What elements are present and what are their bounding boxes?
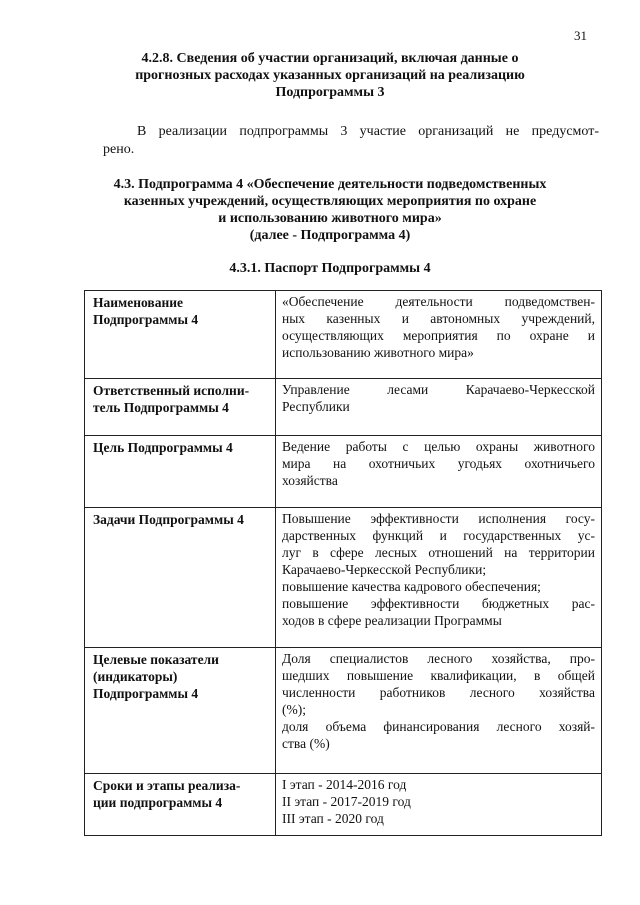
row-value — [276, 436, 602, 508]
paragraph-line: В реализации подпрограммы 3 участие организаций не предусмот- — [137, 124, 599, 139]
value-line: II этап - 2017-2019 год — [282, 794, 411, 809]
row-value — [276, 508, 602, 648]
label-line: ции подпрограммы 4 — [93, 795, 223, 810]
section-428-title — [60, 50, 600, 101]
value-line: доля объема финансирования лесного хозяй- — [282, 719, 595, 734]
value-line: Доля специалистов лесного хозяйства, про- — [282, 651, 595, 666]
section-43-title-line: 4.3. Подпрограмма 4 «Обеспечение деятельности подведомственных — [113, 177, 547, 192]
value-line: осуществляющих мероприятия по охране и — [282, 328, 595, 343]
row-label — [85, 436, 276, 508]
value-line: ходов в сфере реализации Программы — [282, 613, 502, 628]
value-line: Повышение эффективности исполнения госу- — [282, 511, 595, 526]
table-row — [85, 291, 602, 379]
label-line: Ответственный исполни- — [93, 383, 250, 398]
label-line: Подпрограммы 4 — [93, 312, 199, 327]
paragraph-line: рено. — [103, 142, 135, 157]
label-line: Целевые показатели — [93, 652, 219, 667]
row-label — [85, 774, 276, 836]
section-428-paragraph — [103, 123, 599, 159]
value-line: ных казенных и автономных учреждений, — [282, 311, 595, 326]
label-line: тель Подпрограммы 4 — [93, 400, 229, 415]
label-line: (индикаторы) — [93, 669, 178, 684]
table-row — [85, 508, 602, 648]
passport-table — [84, 290, 602, 836]
section-43-title-line: и использованию животного мира» — [218, 211, 442, 226]
value-line: хозяйства — [282, 473, 338, 488]
value-line: III этап - 2020 год — [282, 811, 384, 826]
row-label — [85, 291, 276, 379]
value-line: численности работников лесного хозяйства — [282, 685, 595, 700]
value-line: повышение качества кадрового обеспечения; — [282, 579, 541, 594]
value-line: (%); — [282, 702, 306, 717]
table-row — [85, 648, 602, 774]
row-label — [85, 508, 276, 648]
table-row — [85, 379, 602, 436]
table-row — [85, 436, 602, 508]
label-line: Наименование — [93, 295, 183, 310]
row-label — [85, 379, 276, 436]
value-line: Республики — [282, 399, 350, 414]
label-line: Задачи Подпрограммы 4 — [93, 512, 244, 527]
value-line: Карачаево-Черкесской Республики; — [282, 562, 487, 577]
row-label — [85, 648, 276, 774]
value-line: мира на охотничьих угодьях охотничьего — [282, 456, 595, 471]
value-line: шедших повышение квалификации, в общей — [282, 668, 595, 683]
value-line: луг в сфере лесных отношений на территории — [282, 545, 595, 560]
table-row — [85, 774, 602, 836]
section-428-title-line: 4.2.8. Сведения об участии организаций, включая данные о — [141, 51, 519, 66]
label-line: Подпрограммы 4 — [93, 686, 199, 701]
section-428-title-line: прогнозных расходах указанных организаций на реализацию — [135, 68, 525, 83]
value-line: дарственных функций и государственных ус- — [282, 528, 595, 543]
value-line: Управление лесами Карачаево-Черкесской — [282, 382, 595, 397]
section-431-title: 4.3.1. Паспорт Подпрограммы 4 — [229, 261, 431, 276]
value-line: «Обеспечение деятельности подведомствен- — [282, 294, 595, 309]
value-line: I этап - 2014-2016 год — [282, 777, 407, 792]
row-value — [276, 648, 602, 774]
value-line: использованию животного мира» — [282, 345, 474, 360]
value-line: повышение эффективности бюджетных рас- — [282, 596, 595, 611]
value-line: ства (%) — [282, 736, 330, 751]
row-value — [276, 291, 602, 379]
section-43-title — [60, 176, 600, 244]
row-value — [276, 774, 602, 836]
section-428-title-line: Подпрограммы 3 — [275, 85, 385, 100]
page-number: 31 — [574, 28, 587, 43]
label-line: Сроки и этапы реализа- — [93, 778, 241, 793]
label-line: Цель Подпрограммы 4 — [93, 440, 233, 455]
row-value — [276, 379, 602, 436]
value-line: Ведение работы с целью охраны животного — [282, 439, 595, 454]
section-43-title-line: (далее - Подпрограмма 4) — [249, 228, 411, 243]
section-43-title-line: казенных учреждений, осуществляющих мероприятия по охране — [123, 194, 537, 209]
